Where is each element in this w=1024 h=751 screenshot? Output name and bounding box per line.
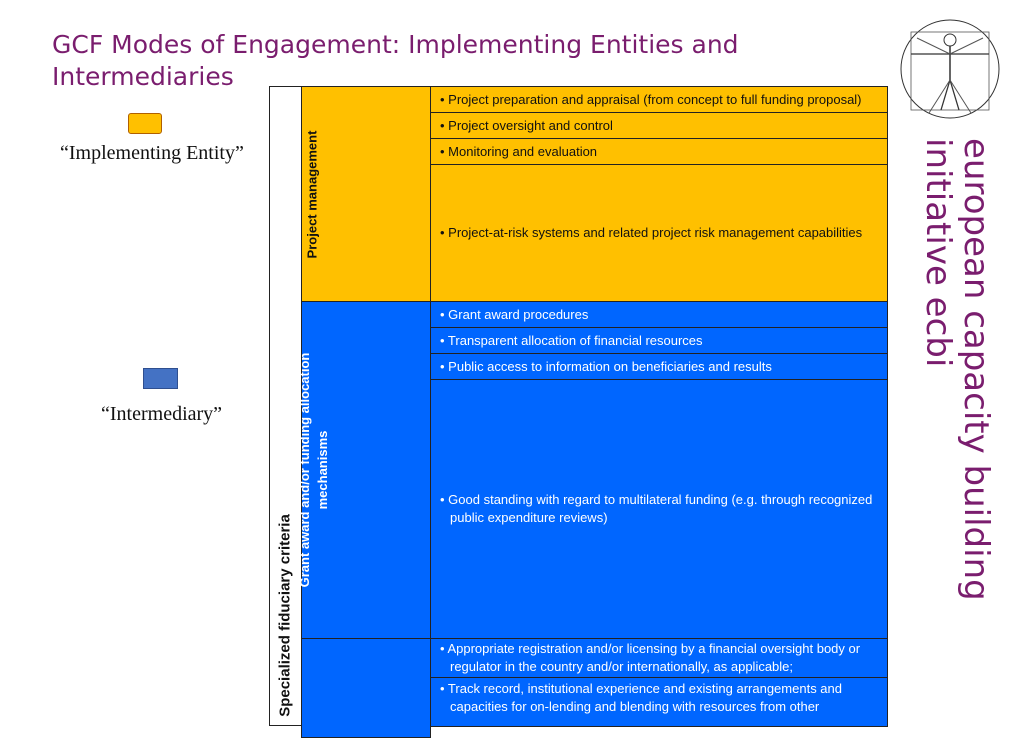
- list-item: • Grant award procedures: [430, 301, 888, 328]
- category-grant-award: [297, 301, 431, 639]
- list-item: • Good standing with regard to multilateral funding (e.g. through recognized public expenditure reviews): [430, 379, 888, 639]
- list-item: • Project-at-risk systems and related project risk management capabilities: [430, 164, 888, 302]
- project-management-label: Project management: [304, 130, 320, 259]
- intermediary-swatch: [143, 368, 178, 389]
- fiduciary-criteria-label: Specialized fiduciary criteria: [276, 514, 294, 717]
- category-on-lending: [301, 638, 431, 738]
- list-item: • Public access to information on beneficiaries and results: [430, 353, 888, 380]
- list-item: • Appropriate registration and/or licensing by a financial oversight body or regulator in the country and/or internationally, as applicable;: [430, 638, 888, 678]
- slide-title: GCF Modes of Engagement: Implementing Entities and Intermediaries: [52, 30, 739, 91]
- intermediary-label: “Intermediary”: [101, 403, 223, 425]
- brand-wordmark: [915, 138, 996, 601]
- grant-award-label: Grant award and/or funding allocation mechanisms: [297, 352, 330, 588]
- brand-line-2: initiative ecbi: [918, 138, 958, 368]
- implementing-entity-swatch: [128, 113, 162, 134]
- list-item: • Project preparation and appraisal (from concept to full funding proposal): [430, 86, 888, 113]
- brand-line-1: european capacity building: [956, 138, 996, 601]
- list-item: • Transparent allocation of financial resources: [430, 327, 888, 354]
- list-item: • Project oversight and control: [430, 112, 888, 139]
- list-item: • Monitoring and evaluation: [430, 138, 888, 165]
- list-item: • Track record, institutional experience and existing arrangements and capacities for on-lending and blending with resources from other: [430, 677, 888, 727]
- category-project-management: [301, 86, 431, 302]
- vitruvian-man-icon: [899, 18, 1001, 120]
- implementing-entity-label: “Implementing Entity”: [60, 142, 244, 164]
